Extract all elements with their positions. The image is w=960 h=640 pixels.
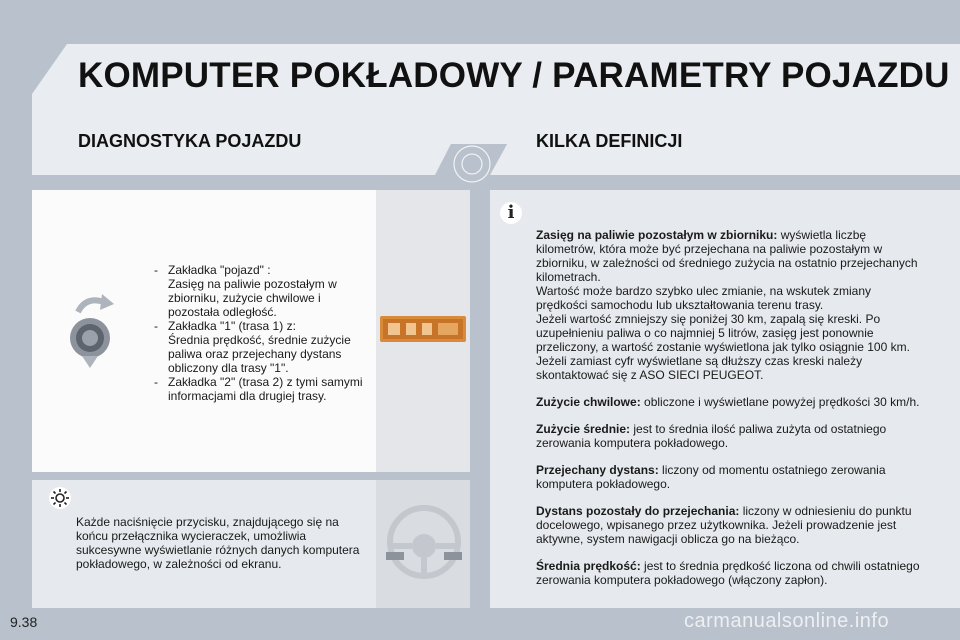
definitions-list (536, 228, 924, 600)
definition-average-consumption: Zużycie średnie: jest to średnia ilość paliwa zużyta od ostatniego zerowania komputera pokładowego. (536, 422, 887, 450)
list-item: - Zakładka "2" (trasa 2) z tymi samymi informacjami dla drugiej trasy. (152, 375, 372, 403)
list-item: - Zakładka "pojazd" : Zasięg na paliwie pozostałym w zbiorniku, zużycie chwilowe i pozostała odległość. (152, 263, 372, 319)
watermark: carmanualsonline.info (684, 610, 890, 632)
left-section-title: DIAGNOSTYKA POJAZDU (78, 131, 302, 151)
definition-distance-travelled: Przejechany dystans: liczony od momentu ostatniego zerowania komputera pokładowego. (536, 463, 886, 491)
page-title: KOMPUTER POKŁADOWY / PARAMETRY POJAZDU (78, 56, 950, 95)
sun-icon (48, 486, 72, 510)
diagnostics-list (152, 263, 372, 403)
definition-range: Zasięg na paliwie pozostałym w zbiorniku: wyświetla liczbę kilometrów, która może być przejechana na paliwie pozostałym w zbiorniku, w zależności od średniego zużycia na ostatnio przejechanych kilometrach. Wartość może bardzo szybko ulec zmianie, na wskutek zmiany prędkości samochodu lub ukształtowania terenu trasy. Jeżeli wartość zmniejszy się poniżej 30 km, zapalą się kreski. Po uzupełnieniu paliwa o co najmniej 5 litrów, zasięg jest ponownie przeliczony, a wartość zostanie wyświetlona jak tylko osiągnie 100 km. Jeżeli zamiast cyfr wyświetlane są dłuższy czas kreski należy skontaktować się z ASO SIECI PEUGEOT. (536, 228, 918, 382)
definition-instant-consumption: Zużycie chwilowe: obliczone i wyświetlane powyżej prędkości 30 km/h. (536, 395, 920, 409)
trip-display-icon (380, 316, 466, 342)
wiper-button-note: Każde naciśnięcie przycisku, znajdującego się na końcu przełącznika wycieraczek, umożliwia sukcesywne wyświetlanie różnych danych komputera pokładowego, w zależności od ekranu. (76, 515, 360, 571)
page-number: 9.38 (10, 614, 38, 630)
info-icon: i (500, 202, 522, 224)
list-item: - Zakładka "1" (trasa 1) z: Średnia prędkość, średnie zużycie paliwa oraz przejechany dystans obliczony dla trasy "1". (152, 319, 372, 375)
definition-distance-remaining: Dystans pozostały do przejechania: liczony w odniesieniu do punktu docelowego, wpisanego przez użytkownika. Jeżeli prowadzenie jest aktywne, system nawigacji oblicza go na bieżąco. (536, 504, 912, 546)
rotary-knob-icon (64, 290, 134, 370)
right-section-title: KILKA DEFINICJI (536, 131, 683, 151)
steering-wheel-icon (384, 500, 464, 584)
definition-average-speed: Średnia prędkość: jest to średnia prędkość liczona od chwili ostatniego zerowania komputera pokładowego (włączony zapłon). (536, 559, 920, 587)
